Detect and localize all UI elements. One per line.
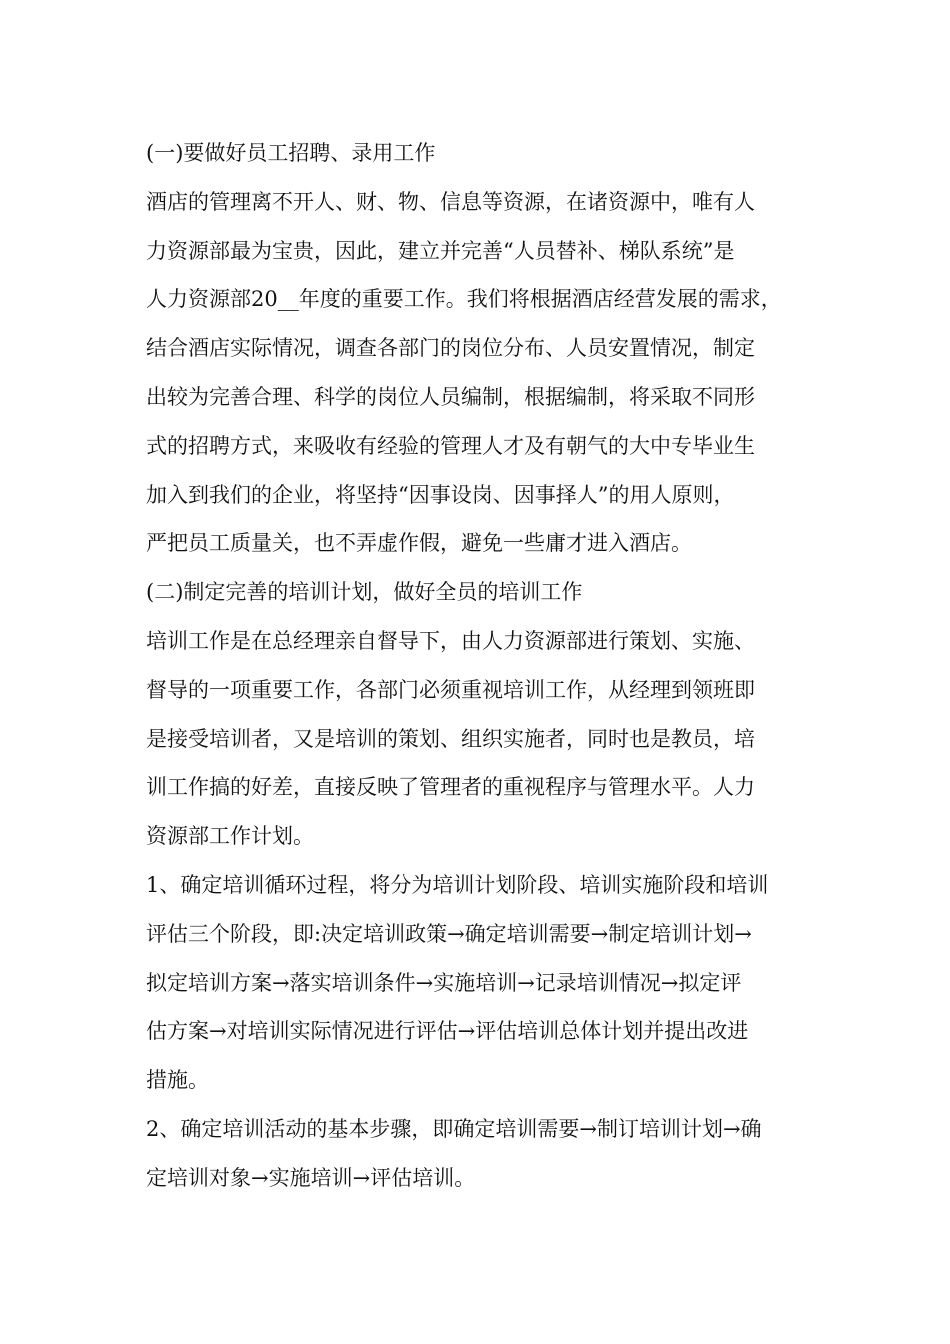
paragraph-line: 严把员工质量关，也不弄虚作假，避免一些庸才进入酒店。 [146, 531, 692, 556]
paragraph-line: 督导的一项重要工作，各部门必须重视培训工作，从经理到领班即 [146, 677, 755, 702]
list-item-2: 2、确定培训活动的基本步骤，即确定培训需要→制订培训计划→确 [146, 1116, 762, 1141]
document-body [146, 129, 826, 1203]
paragraph-line: 是接受培训者，又是培训的策划、组织实施者，同时也是教员，培 [146, 726, 755, 751]
list-item-1-continued: 措施。 [146, 1068, 209, 1093]
paragraph-line: 训工作搞的好差，直接反映了管理者的重视程序与管理水平。人力 [146, 775, 755, 800]
list-item-1-continued: 估方案→对培训实际情况进行评估→评估培训总体计划并提出改进 [146, 1019, 749, 1044]
section-heading-training: (二)制定完善的培训计划，做好全员的培训工作 [146, 580, 583, 605]
list-item-1-continued: 拟定培训方案→落实培训条件→实施培训→记录培训情况→拟定评 [146, 970, 742, 995]
paragraph-line: 出较为完善合理、科学的岗位人员编制，根据编制，将采取不同形 [146, 384, 755, 409]
list-item-1-continued: 评估三个阶段，即:决定培训政策→确定培训需要→制定培训计划→ [146, 921, 752, 946]
paragraph-line: 资源部工作计划。 [146, 824, 314, 849]
paragraph-line: 培训工作是在总经理亲自督导下，由人力资源部进行策划、实施、 [146, 628, 755, 653]
paragraph-line: 式的招聘方式，来吸收有经验的管理人才及有朝气的大中专毕业生 [146, 433, 755, 458]
section-heading-recruitment: (一)要做好员工招聘、录用工作 [146, 141, 436, 165]
paragraph-line: 结合酒店实际情况，调查各部门的岗位分布、人员安置情况，制定 [146, 336, 755, 361]
list-item-2-continued: 定培训对象→实施培训→评估培训。 [146, 1165, 476, 1190]
paragraph-line: 力资源部最为宝贵，因此，建立并完善“人员替补、梯队系统”是 [146, 238, 735, 263]
paragraph-line: 人力资源部20__年度的重要工作。我们将根据酒店经营发展的需求， [146, 287, 782, 312]
paragraph-line: 加入到我们的企业，将坚持“因事设岗、因事择人”的用人原则， [146, 482, 735, 507]
list-item-1: 1、确定培训循环过程，将分为培训计划阶段、培训实施阶段和培训 [146, 872, 769, 897]
paragraph-line: 酒店的管理离不开人、财、物、信息等资源，在诸资源中，唯有人 [146, 189, 755, 214]
